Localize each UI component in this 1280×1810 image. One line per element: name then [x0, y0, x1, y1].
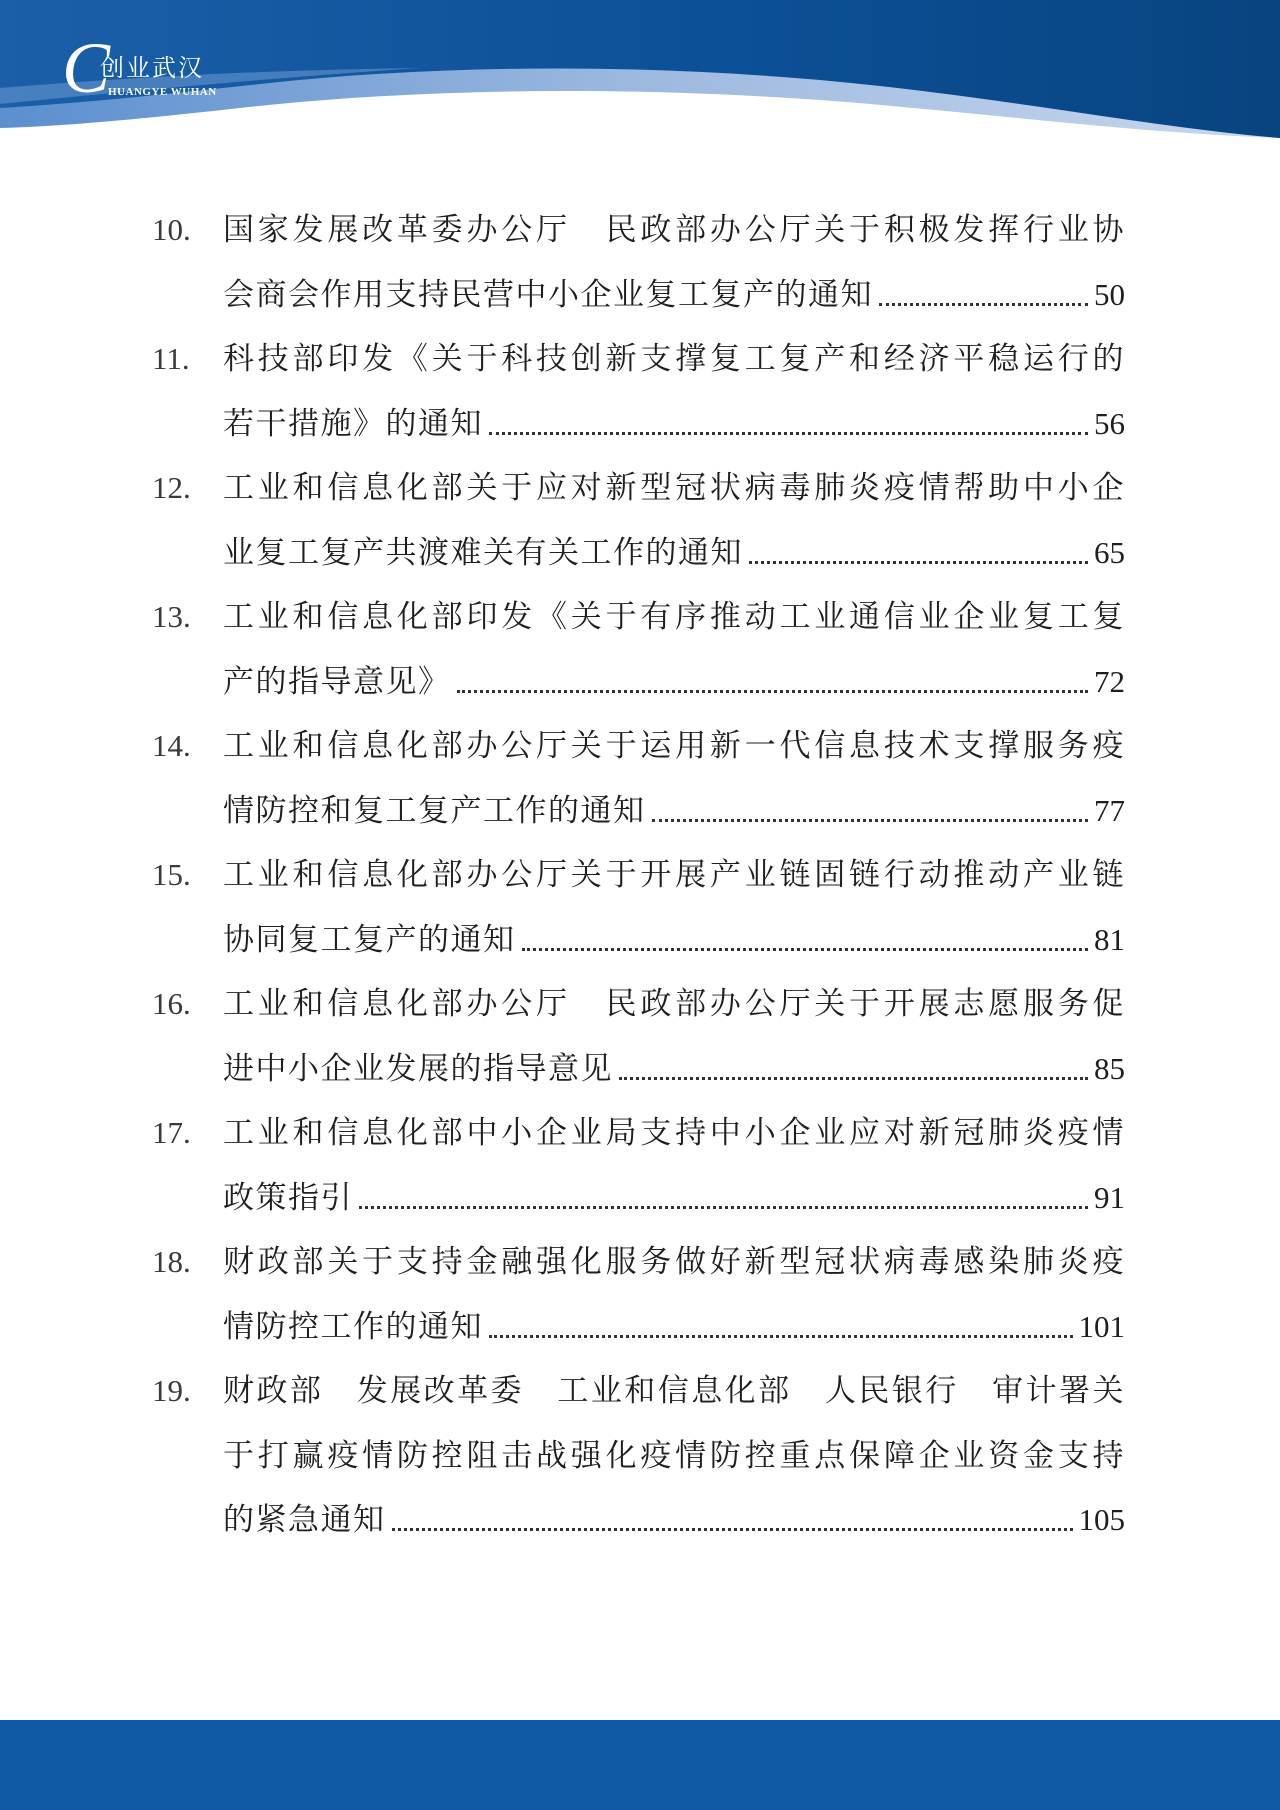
page-header-banner: [0, 0, 1280, 140]
toc-entry-title-line: 财政部 发展改革委 工业和信息化部 人民银行 审计署关: [223, 1373, 1125, 1409]
toc-entry-last-line: [223, 273, 1125, 317]
toc-entry-title-line: 若干措施》的通知: [223, 405, 483, 442]
toc-entry-last-line: [223, 1047, 1125, 1091]
toc-entry-page-number: 77: [1094, 792, 1125, 828]
logo-english: HUANGYE WUHAN: [108, 86, 217, 98]
toc-entry-title-line: 工业和信息化部办公厅 民政部办公厅关于开展志愿服务促: [223, 986, 1125, 1022]
dot-leader: [619, 1077, 1088, 1080]
toc-entry-title-line: 协同复工复产的通知: [223, 921, 516, 958]
logo-letter: C: [62, 28, 111, 108]
toc-entry-number: 14.: [152, 728, 191, 763]
toc-entry-title-line: 情防控工作的通知: [223, 1308, 483, 1345]
toc-entry-last-line: [223, 918, 1125, 962]
toc-entry-number: 16.: [152, 986, 191, 1021]
toc-entry-title-line: 产的指导意见》: [223, 663, 451, 700]
toc-entry-title-line: 会商会作用支持民营中小企业复工复产的通知: [223, 276, 873, 313]
logo-chinese: 创业武汉: [100, 54, 204, 82]
toc-entry-title-line: 工业和信息化部印发《关于有序推动工业通信业企业复工复: [223, 599, 1125, 635]
dot-leader: [879, 303, 1088, 306]
toc-entry-last-line: [223, 1305, 1125, 1349]
dot-leader: [392, 1528, 1073, 1531]
toc-entry-number: 12.: [152, 470, 191, 505]
toc-entry-number: 17.: [152, 1115, 191, 1150]
chuangye-wuhan-logo: [62, 28, 302, 110]
dot-leader: [359, 1206, 1088, 1209]
toc-entry-page-number: 101: [1078, 1308, 1125, 1344]
toc-entry-last-line: [223, 1498, 1125, 1542]
dot-leader: [457, 690, 1089, 693]
toc-entry-number: 18.: [152, 1244, 191, 1279]
toc-entry-title-line: 进中小企业发展的指导意见: [223, 1050, 613, 1087]
toc-entry-title-line: 财政部关于支持金融强化服务做好新型冠状病毒感染肺炎疫: [223, 1244, 1125, 1280]
toc-entry-number: 11.: [152, 341, 190, 376]
dot-leader: [522, 948, 1089, 951]
toc-entry-page-number: 56: [1094, 405, 1125, 441]
toc-entry-title-line: 业复工复产共渡难关有关工作的通知: [223, 534, 743, 571]
dot-leader: [489, 432, 1088, 435]
toc-entry-number: 15.: [152, 857, 191, 892]
toc-entry-last-line: [223, 660, 1125, 704]
toc-entry-title-line: 国家发展改革委办公厅 民政部办公厅关于积极发挥行业协: [223, 212, 1125, 248]
toc-entry-title-line: 科技部印发《关于科技创新支撑复工复产和经济平稳运行的: [223, 341, 1125, 377]
toc-entry-number: 13.: [152, 599, 191, 634]
toc-entry-page-number: 91: [1094, 1179, 1125, 1215]
toc-entry-page-number: 81: [1094, 921, 1125, 957]
dot-leader: [749, 561, 1088, 564]
toc-entry-title-line: 情防控和复工复产工作的通知: [223, 792, 646, 829]
toc-entry-page-number: 72: [1094, 663, 1125, 699]
toc-entry-page-number: 50: [1094, 276, 1125, 312]
toc-entry-number: 19.: [152, 1373, 191, 1408]
toc-entry-last-line: [223, 531, 1125, 575]
toc-entry-title-line: 于打赢疫情防控阻击战强化疫情防控重点保障企业资金支持: [223, 1437, 1125, 1474]
toc-entry-last-line: [223, 1176, 1125, 1220]
dot-leader: [489, 1335, 1073, 1338]
toc-entry-last-line: [223, 789, 1125, 833]
toc-entry-number: 10.: [152, 212, 191, 247]
toc-entry-title-line: 政策指引: [223, 1179, 353, 1216]
toc-entry-page-number: 65: [1094, 534, 1125, 570]
toc-entry-title-line: 工业和信息化部中小企业局支持中小企业应对新冠肺炎疫情: [223, 1115, 1125, 1151]
dot-leader: [652, 819, 1089, 822]
toc-entry-title-line: 的紧急通知: [223, 1502, 386, 1538]
toc-entry-last-line: [223, 402, 1125, 446]
toc-entry-page-number: 85: [1094, 1050, 1125, 1086]
toc-entry-title-line: 工业和信息化部办公厅关于开展产业链固链行动推动产业链: [223, 857, 1125, 893]
page-footer-band: [0, 1720, 1280, 1810]
toc-entry-page-number: 105: [1078, 1502, 1125, 1537]
toc-entry-title-line: 工业和信息化部办公厅关于运用新一代信息技术支撑服务疫: [223, 728, 1125, 764]
toc-entry-title-line: 工业和信息化部关于应对新型冠状病毒肺炎疫情帮助中小企: [223, 470, 1125, 506]
